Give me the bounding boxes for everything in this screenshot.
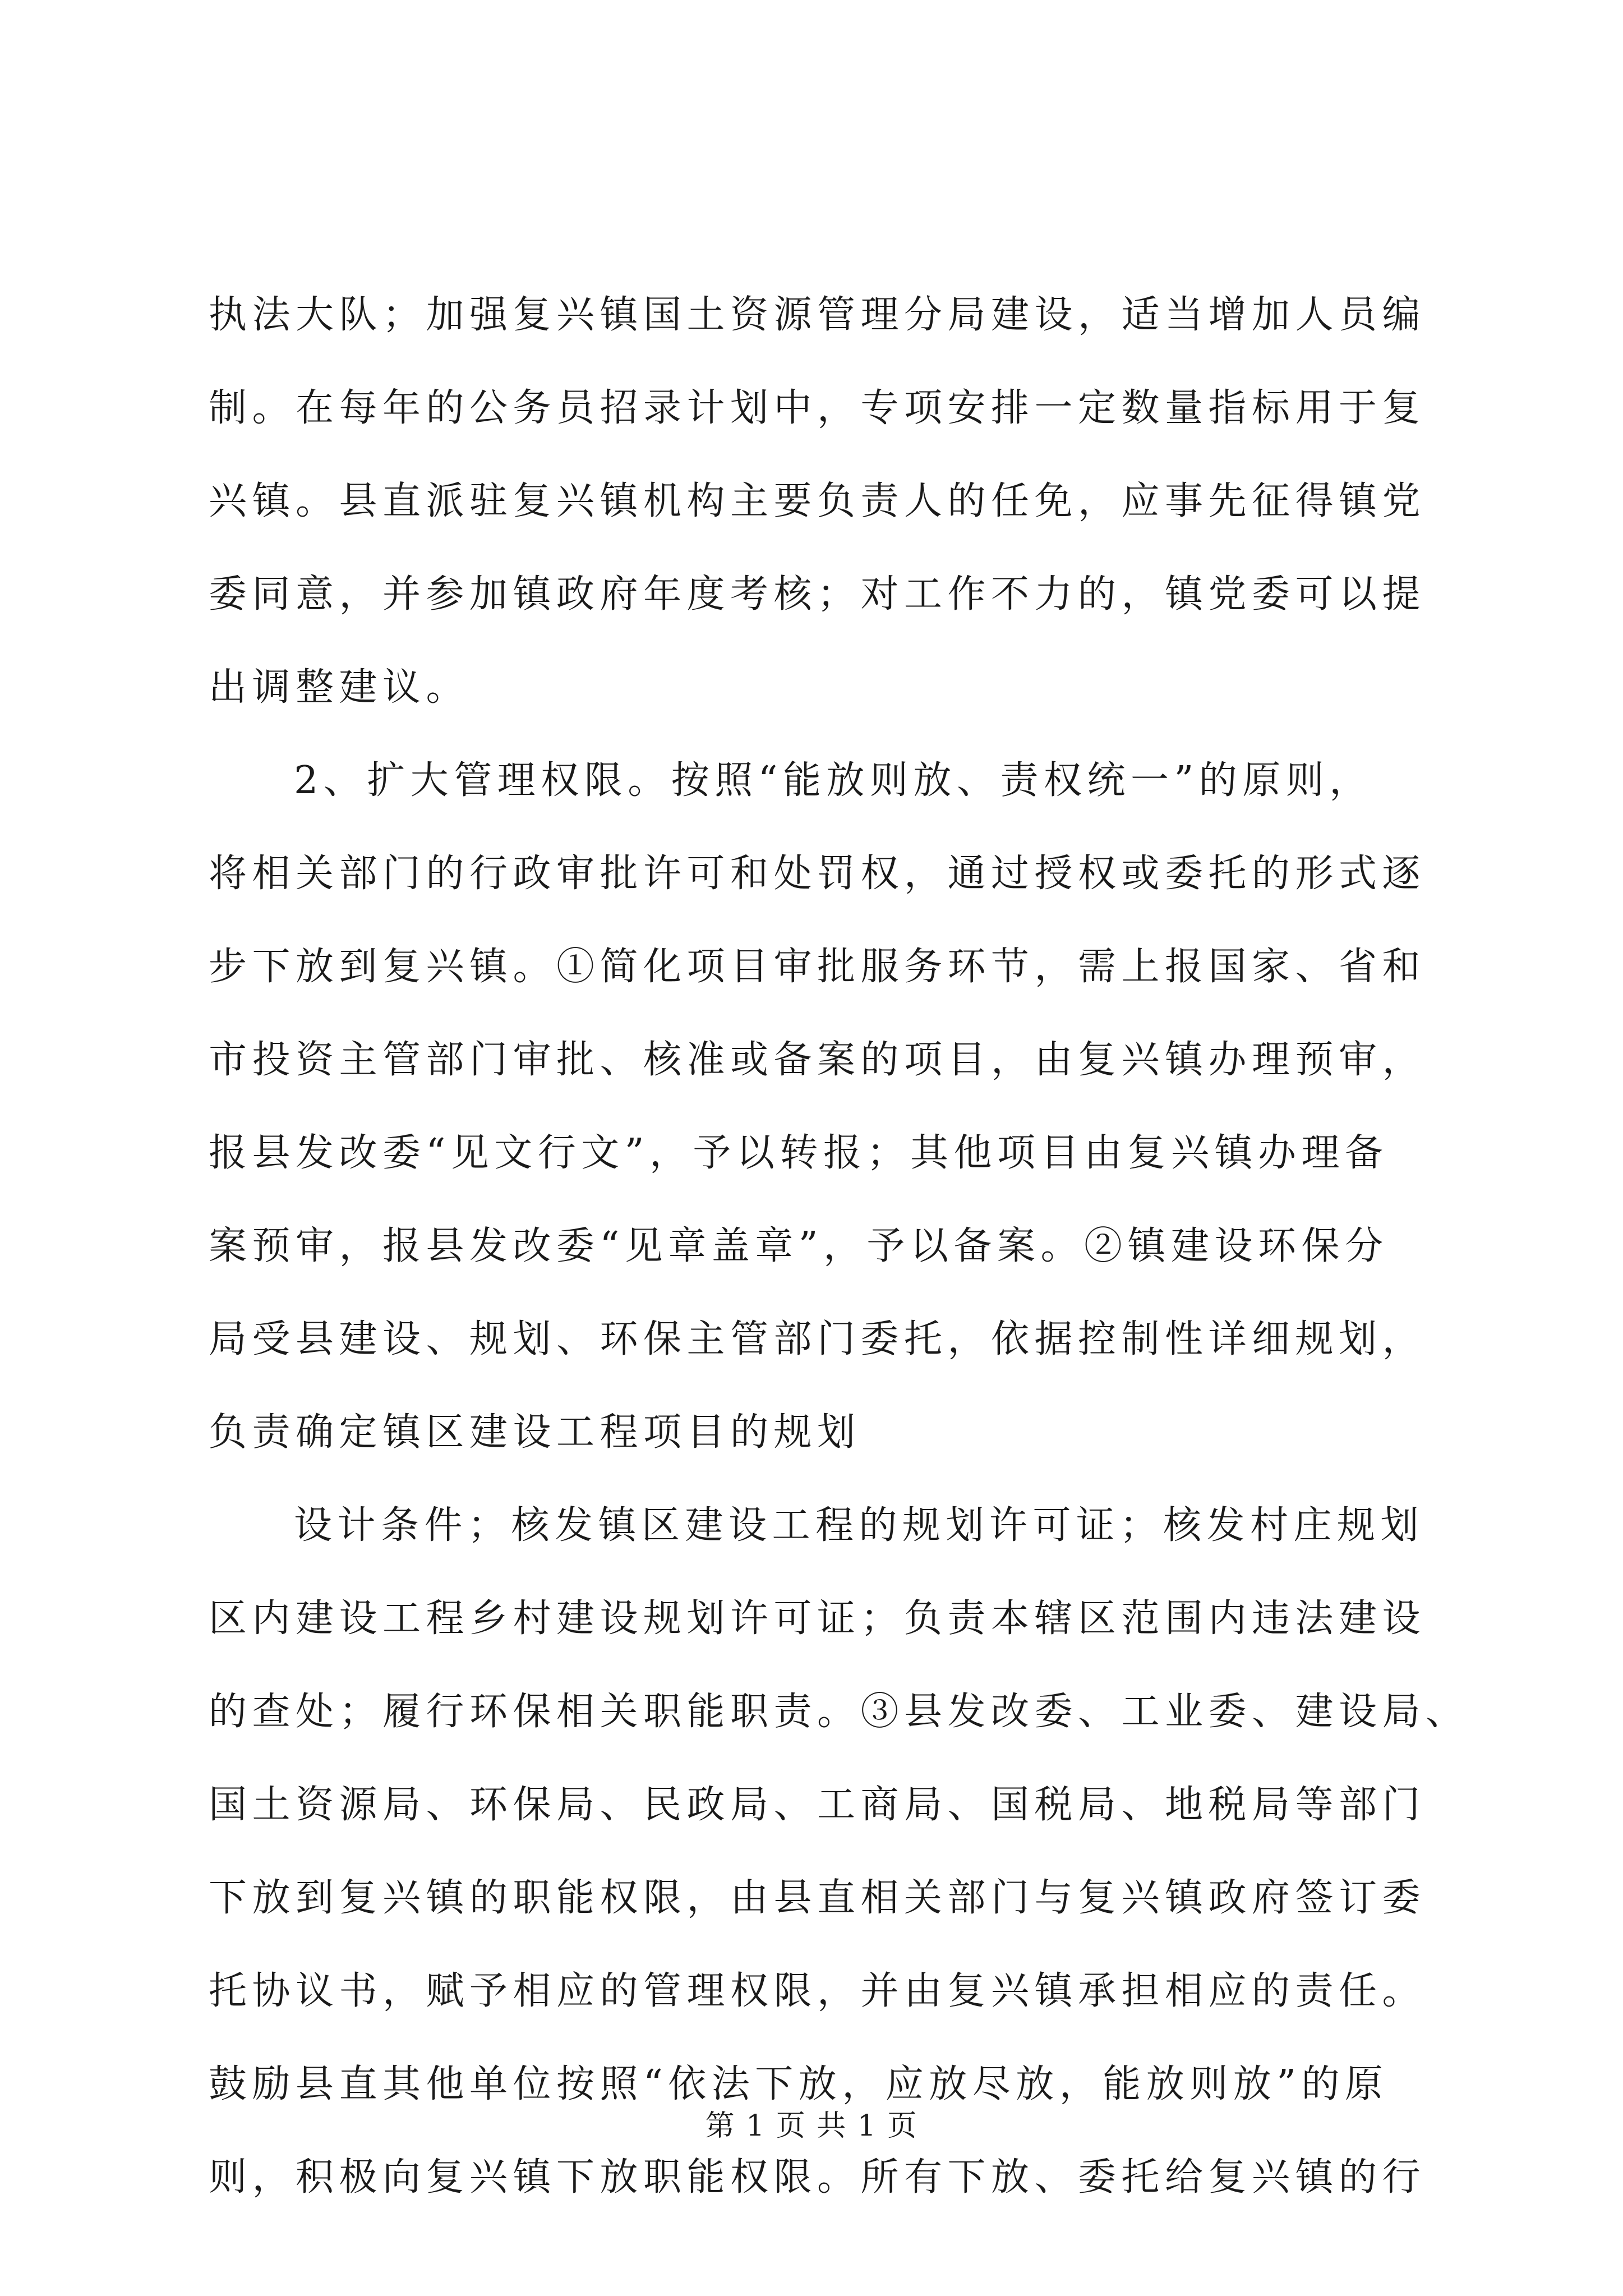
text-line: 制。在每年的公务员招录计划中，专项安排一定数量指标用于复 xyxy=(209,386,1426,430)
text-line: 的查处；履行环保相关职能职责。③县发改委、工业委、建设局、 xyxy=(209,1690,1469,1734)
text-line: 国土资源局、环保局、民政局、工商局、国税局、地税局等部门 xyxy=(209,1783,1426,1827)
text-line: 负责确定镇区建设工程项目的规划 xyxy=(209,1410,861,1455)
text-line: 市投资主管部门审批、核准或备案的项目，由复兴镇办理预审， xyxy=(209,1038,1426,1082)
text-line: 委同意，并参加镇政府年度考核；对工作不力的，镇党委可以提 xyxy=(209,572,1426,616)
text-line: 局受县建设、规划、环保主管部门委托，依据控制性详细规划， xyxy=(209,1317,1426,1361)
text-line: 报县发改委“见文行文”，予以转报；其他项目由复兴镇办理备 xyxy=(209,1131,1389,1175)
paragraph-start-line: 2、扩大管理权限。按照“能放则放、责权统一”的原则， xyxy=(294,758,1373,803)
text-line: 将相关部门的行政审批许可和处罚权，通过授权或委托的形式逐 xyxy=(209,852,1426,896)
text-line: 则，积极向复兴镇下放职能权限。所有下放、委托给复兴镇的行 xyxy=(209,2155,1426,2200)
text-line: 鼓励县直其他单位按照“依法下放，应放尽放，能放则放”的原 xyxy=(209,2062,1389,2106)
page-number-footer: 第 1 页 共 1 页 xyxy=(705,2109,918,2143)
text-line: 兴镇。县直派驻复兴镇机构主要负责人的任免，应事先征得镇党 xyxy=(209,479,1426,523)
text-line: 案预审，报县发改委“见章盖章”，予以备案。②镇建设环保分 xyxy=(209,1224,1389,1268)
text-line: 步下放到复兴镇。①简化项目审批服务环节，需上报国家、省和 xyxy=(209,945,1426,989)
body-text xyxy=(209,292,1469,2247)
text-line: 出调整建议。 xyxy=(209,665,470,710)
text-line: 执法大队；加强复兴镇国土资源管理分局建设，适当增加人员编 xyxy=(209,293,1426,337)
text-line: 托协议书，赋予相应的管理权限，并由复兴镇承担相应的责任。 xyxy=(209,1969,1426,2013)
text-line: 下放到复兴镇的职能权限，由县直相关部门与复兴镇政府签订委 xyxy=(209,1876,1426,1920)
paragraph-start-line: 设计条件；核发镇区建设工程的规划许可证；核发村庄规划 xyxy=(294,1503,1424,1548)
text-line: 区内建设工程乡村建设规划许可证；负责本辖区范围内违法建设 xyxy=(209,1596,1426,1641)
